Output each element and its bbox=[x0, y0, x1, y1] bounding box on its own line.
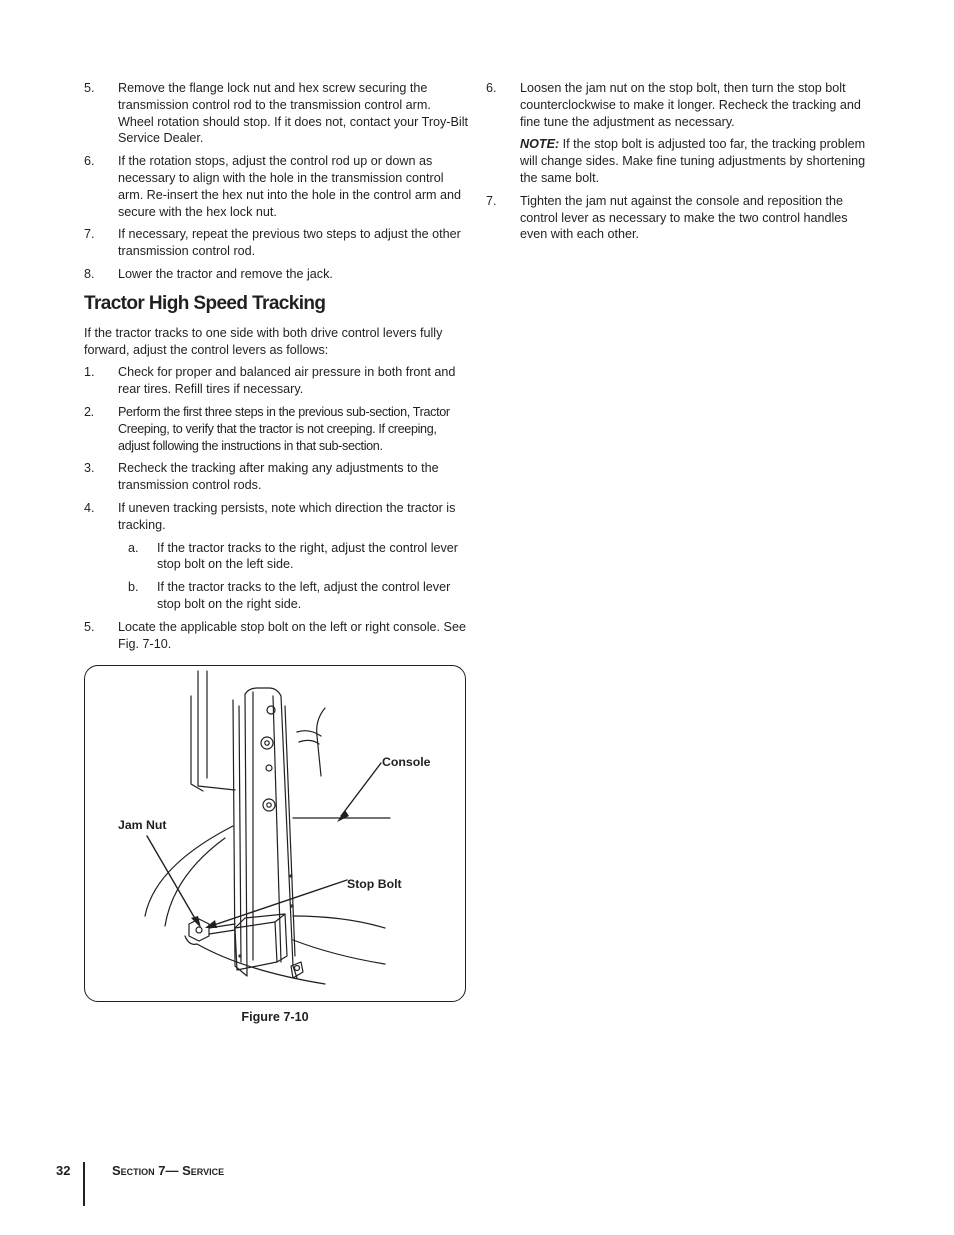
item-text: Perform the first three steps in the previous sub-section, Tractor Creeping, to verify that the tractor is not creeping. If creeping, adjust following the instructions in that sub-section. bbox=[118, 404, 450, 453]
item-text: Check for proper and balanced air pressure in both front and rear tires. Refill tires if necessary. bbox=[118, 365, 456, 397]
console-callout: Console bbox=[382, 755, 431, 769]
item-text: Loosen the jam nut on the stop bolt, then turn the stop bolt counterclockwise to make it longer. Recheck the tracking and fine tune the adjustment as necessary. bbox=[520, 81, 861, 129]
list-item bbox=[84, 619, 470, 653]
item-text: Tighten the jam nut against the console and reposition the control lever as necessary to make the two control handles even with each other. bbox=[520, 193, 848, 242]
list-item bbox=[84, 153, 470, 220]
footer-divider bbox=[83, 1162, 85, 1206]
item-text: If the tractor tracks to the left, adjust the control lever stop bolt on the right side. bbox=[157, 580, 451, 611]
section-heading: Tractor High Speed Tracking bbox=[84, 292, 326, 314]
note-paragraph bbox=[486, 136, 870, 186]
stop-bolt-callout: Stop Bolt bbox=[347, 877, 402, 891]
list-item bbox=[84, 266, 470, 283]
right-column bbox=[486, 80, 870, 249]
item-number: 8. bbox=[84, 266, 95, 281]
figure-caption: Figure 7-10 bbox=[241, 1010, 309, 1024]
list-item bbox=[486, 80, 870, 130]
item-number: 7. bbox=[486, 193, 497, 208]
item-number: 1. bbox=[84, 365, 95, 380]
item-text: Lower the tractor and remove the jack. bbox=[118, 266, 333, 281]
sub-list-item bbox=[84, 579, 470, 613]
item-text: If necessary, repeat the previous two steps to adjust the other transmission control rod. bbox=[118, 227, 461, 259]
note-label: NOTE: bbox=[520, 137, 560, 152]
list-item bbox=[84, 226, 470, 260]
intro-paragraph: If the tractor tracks to one side with both drive control levers fully forward, adjust the control levers as follows: bbox=[84, 325, 443, 357]
item-number: 6. bbox=[84, 154, 95, 169]
list-item bbox=[486, 193, 870, 243]
list-item bbox=[84, 460, 470, 494]
item-number: 3. bbox=[84, 461, 95, 476]
list-item bbox=[84, 80, 470, 147]
jam-nut-callout: Jam Nut bbox=[118, 818, 167, 832]
item-text: Locate the applicable stop bolt on the left or right console. See Fig. 7-10. bbox=[118, 619, 466, 651]
list-item bbox=[84, 500, 470, 534]
item-text: If the tractor tracks to the right, adjust the control lever stop bolt on the left side. bbox=[157, 540, 458, 572]
item-number: 7. bbox=[84, 227, 95, 242]
item-letter: b. bbox=[128, 580, 139, 595]
item-text: Remove the flange lock nut and hex screw securing the transmission control rod to the transmission control arm. Wheel rotation should stop. If it does not, contact your Troy-Bilt Service Dealer. bbox=[118, 81, 468, 146]
item-number: 2. bbox=[84, 404, 94, 419]
item-number: 4. bbox=[84, 500, 95, 515]
item-text: If uneven tracking persists, note which direction the tractor is tracking. bbox=[118, 500, 456, 532]
page-number: 32 bbox=[56, 1163, 71, 1178]
list-item bbox=[84, 364, 470, 398]
item-number: 5. bbox=[84, 619, 95, 634]
note-text: If the stop bolt is adjusted too far, the tracking problem will change sides. Make fine tuning adjustments by shortening the same bolt. bbox=[520, 137, 866, 185]
sub-list-item bbox=[84, 540, 470, 574]
left-column bbox=[84, 80, 470, 658]
item-text: If the rotation stops, adjust the control rod up or down as necessary to align with the hole in the transmission control arm. Re-insert the hex nut into the hole in the control arm and secure with the hex lock nut. bbox=[118, 154, 462, 219]
item-number: 6. bbox=[486, 81, 497, 95]
section-label: Section 7— Service bbox=[112, 1163, 225, 1178]
list-item bbox=[84, 404, 470, 454]
item-text: Recheck the tracking after making any adjustments to the transmission control rods. bbox=[118, 461, 439, 493]
stop-bolt-illustration bbox=[85, 666, 466, 1002]
figure-frame bbox=[84, 665, 466, 1002]
item-letter: a. bbox=[128, 540, 139, 555]
item-number: 5. bbox=[84, 81, 95, 95]
